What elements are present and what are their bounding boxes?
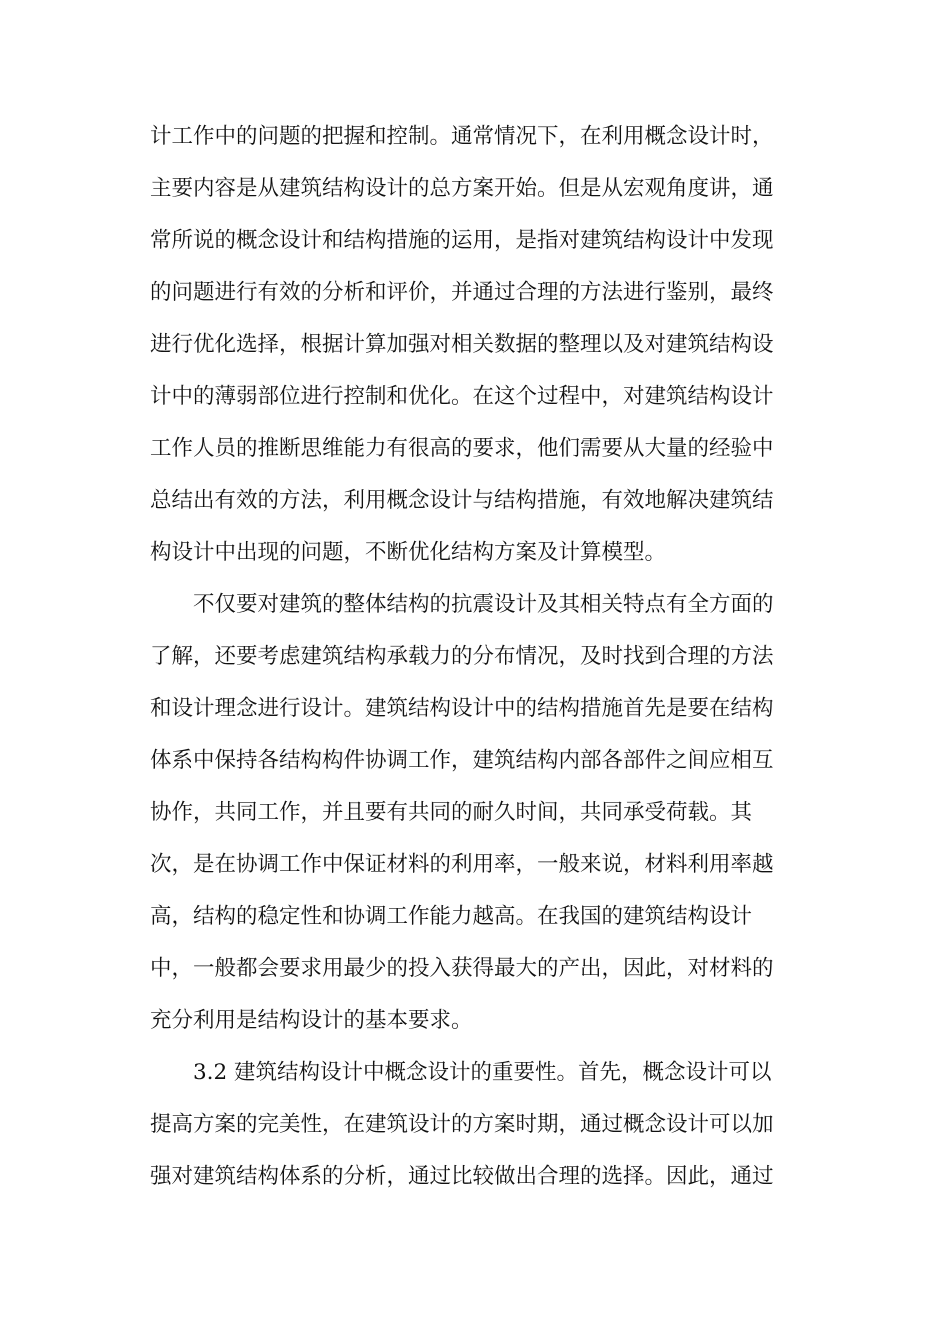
paragraph-2-line-2: 了解，还要考虑建筑结构承载力的分布情况，及时找到合理的方法 (150, 644, 774, 669)
paragraph-2-line-3: 和设计理念进行设计。建筑结构设计中的结构措施首先是要在结构 (150, 696, 774, 721)
paragraph-2-line-8: 中，一般都会要求用最少的投入获得最大的产出，因此，对材料的 (150, 956, 774, 981)
paragraph-2-line-7: 高，结构的稳定性和协调工作能力越高。在我国的建筑结构设计 (150, 904, 753, 929)
paragraph-1-line-1: 计工作中的问题的把握和控制。通常情况下，在利用概念设计时， (150, 124, 774, 149)
paragraph-1-line-3: 常所说的概念设计和结构措施的运用，是指对建筑结构设计中发现 (150, 228, 774, 253)
paragraph-3-line-3: 强对建筑结构体系的分析，通过比较做出合理的选择。因此，通过 (150, 1164, 774, 1189)
paragraph-1-line-9: 构设计中出现的问题，不断优化结构方案及计算模型。 (150, 540, 667, 565)
paragraph-2-line-6: 次，是在协调工作中保证材料的利用率，一般来说，材料利用率越 (150, 852, 774, 877)
paragraph-3-line-1: 3.2 建筑结构设计中概念设计的重要性。首先，概念设计可以 (193, 1060, 772, 1085)
paragraph-3-line-2: 提高方案的完美性，在建筑设计的方案时期，通过概念设计可以加 (150, 1112, 774, 1137)
paragraph-2-line-1: 不仅要对建筑的整体结构的抗震设计及其相关特点有全方面的 (193, 592, 774, 617)
paragraph-1-line-4: 的问题进行有效的分析和评价，并通过合理的方法进行鉴别，最终 (150, 280, 774, 305)
paragraph-1-line-5: 进行优化选择，根据计算加强对相关数据的整理以及对建筑结构设 (150, 332, 774, 357)
paragraph-1-line-6: 计中的薄弱部位进行控制和优化。在这个过程中，对建筑结构设计 (150, 384, 774, 409)
paragraph-1-line-2: 主要内容是从建筑结构设计的总方案开始。但是从宏观角度讲，通 (150, 176, 774, 201)
paragraph-2-line-9: 充分利用是结构设计的基本要求。 (150, 1008, 473, 1033)
paragraph-1-line-7: 工作人员的推断思维能力有很高的要求，他们需要从大量的经验中 (150, 436, 774, 461)
paragraph-2-line-5: 协作，共同工作，并且要有共同的耐久时间，共同承受荷载。其 (150, 800, 753, 825)
paragraph-2-line-4: 体系中保持各结构构件协调工作，建筑结构内部各部件之间应相互 (150, 748, 774, 773)
paragraph-1-line-8: 总结出有效的方法，利用概念设计与结构措施，有效地解决建筑结 (150, 488, 774, 513)
